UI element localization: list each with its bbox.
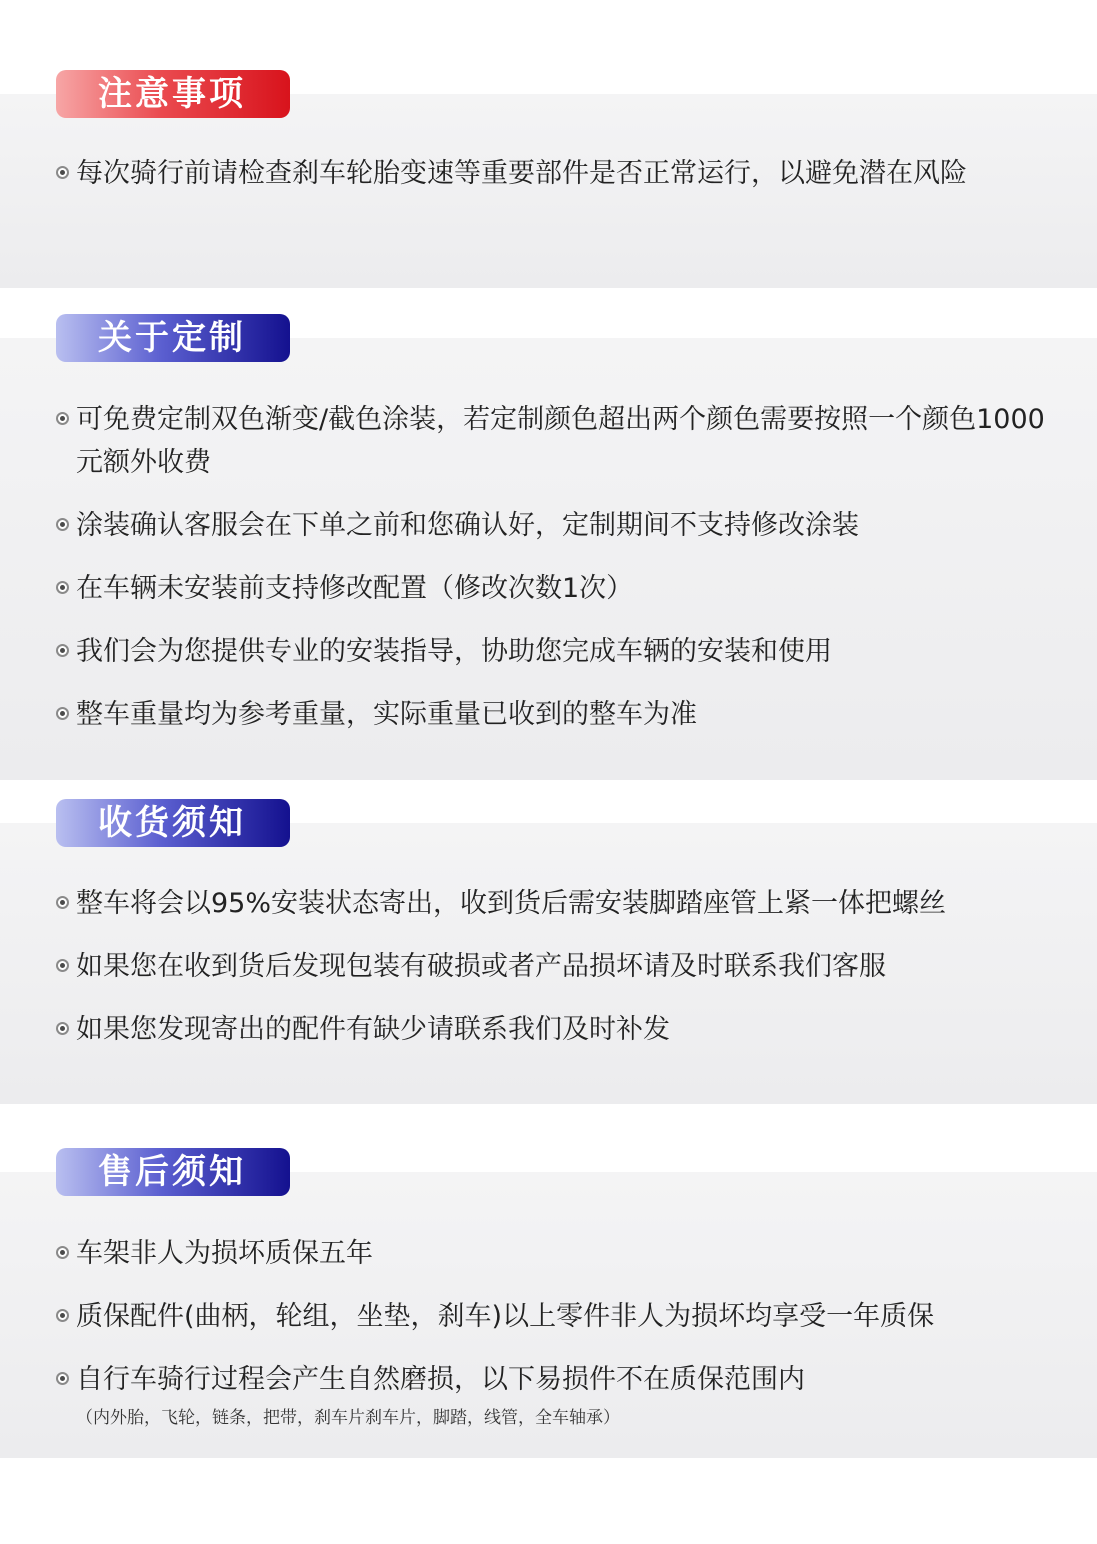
list-item — [56, 630, 1056, 673]
list-item-text: 在车辆未安装前支持修改配置（修改次数1次） — [76, 573, 634, 604]
list-item-text: 自行车骑行过程会产生自然磨损，以下易损件不在质保范围内 — [76, 1364, 805, 1395]
list-item-text: 整车重量均为参考重量，实际重量已收到的整车为准 — [76, 699, 697, 730]
list-item — [56, 693, 1056, 736]
bullet-icon — [56, 1309, 69, 1322]
bullet-icon — [56, 1372, 69, 1385]
list-item — [56, 398, 1056, 484]
list-item-text: 涂装确认客服会在下单之前和您确认好，定制期间不支持修改涂装 — [76, 510, 859, 541]
bullet-icon — [56, 581, 69, 594]
list-item — [56, 567, 1056, 610]
bullet-icon — [56, 1246, 69, 1259]
bullet-icon — [56, 896, 69, 909]
list-item — [56, 504, 1056, 547]
section-title-after-sales: 售后须知 — [56, 1148, 290, 1196]
section-title-customization: 关于定制 — [56, 314, 290, 362]
section-title-delivery: 收货须知 — [56, 799, 290, 847]
list-item-text: 整车将会以95%安装状态寄出，收到货后需安装脚踏座管上紧一体把螺丝 — [76, 888, 947, 919]
list-item — [56, 1232, 1056, 1275]
bullet-icon — [56, 644, 69, 657]
bullet-icon — [56, 412, 69, 425]
list-item-text: 可免费定制双色渐变/截色涂装，若定制颜色超出两个颜色需要按照一个颜色1000元额外收费 — [76, 404, 1045, 478]
exclusion-note: （内外胎，飞轮，链条，把带，刹车片刹车片，脚踏，线管，全车轴承） — [76, 1408, 620, 1428]
bullet-icon — [56, 707, 69, 720]
list-item-text: 如果您在收到货后发现包装有破损或者产品损坏请及时联系我们客服 — [76, 951, 886, 982]
list-item-text: 质保配件(曲柄，轮组，坐垫，刹车)以上零件非人为损坏均享受一年质保 — [76, 1301, 935, 1332]
list-item — [56, 1358, 1056, 1401]
list-item-text: 每次骑行前请检查刹车轮胎变速等重要部件是否正常运行，以避免潜在风险 — [76, 158, 967, 189]
section-title-notice: 注意事项 — [56, 70, 290, 118]
list-item-text: 我们会为您提供专业的安装指导，协助您完成车辆的安装和使用 — [76, 636, 832, 667]
list-item — [56, 945, 1056, 988]
bullet-icon — [56, 1022, 69, 1035]
bullet-icon — [56, 166, 69, 179]
list-item — [56, 1295, 1056, 1338]
bullet-icon — [56, 518, 69, 531]
list-item — [56, 882, 1076, 925]
bullet-icon — [56, 959, 69, 972]
list-item-text: 如果您发现寄出的配件有缺少请联系我们及时补发 — [76, 1014, 670, 1045]
list-item-text: 车架非人为损坏质保五年 — [76, 1238, 373, 1269]
list-item — [56, 1008, 1056, 1051]
list-item — [56, 152, 1056, 195]
